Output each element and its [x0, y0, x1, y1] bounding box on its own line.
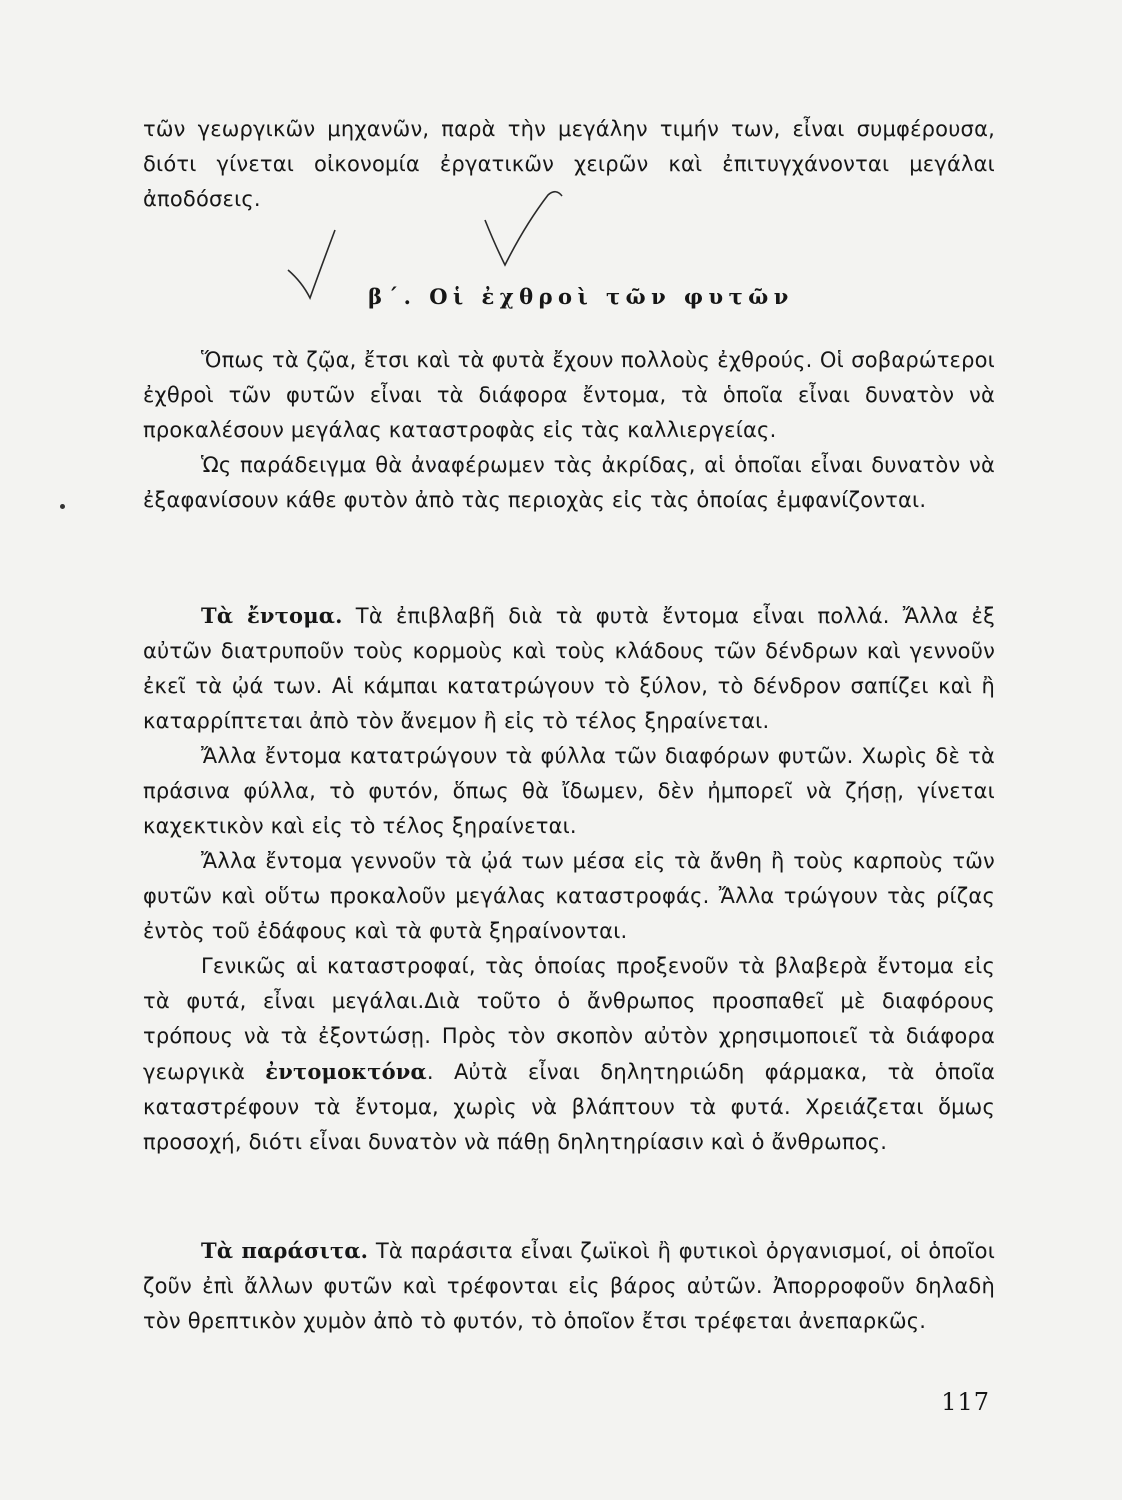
insects-section — [143, 598, 995, 1160]
section-heading: β΄. Οἱ ἐχθροὶ τῶν φυτῶν — [368, 284, 794, 309]
top-paragraph: τῶν γεωργικῶν μηχανῶν, παρὰ τὴν μεγάλην τιμήν των, εἶναι συμφέρουσα, διότι γίνεται οἰκονομία ἐργατικῶν χειρῶν καὶ ἐπιτυγχάνονται μεγάλαι ἀποδόσεις. — [143, 117, 995, 211]
insecticides-term: ἐντομοκτόνα — [265, 1059, 427, 1084]
enemies-paragraph-1: Ὅπως τὰ ζῷα, ἔτσι καὶ τὰ φυτὰ ἔχουν πολλοὺς ἐχθρούς. Οἱ σοβαρώτεροι ἐχθροὶ τῶν φυτῶν εἶναι τὰ διάφορα ἔντομα, τὰ ὁποῖα εἶναι δυνατὸν νὰ προκαλέσουν μεγάλας καταστροφὰς εἰς τὰς καλλιεργείας. — [143, 348, 995, 442]
insects-intro-paragraph — [143, 598, 995, 739]
enemies-section — [143, 343, 995, 518]
insects-title: Τὰ ἔντομα. — [201, 603, 343, 628]
enemies-paragraph-2: Ὡς παράδειγμα θὰ ἀναφέρωμεν τὰς ἀκρίδας, αἱ ὁποῖαι εἶναι δυνατὸν νὰ ἐξαφανίσουν κάθε φυτὸν ἀπὸ τὰς περιοχὰς εἰς τὰς ὁποίας ἐμφανίζονται. — [143, 453, 995, 512]
insects-paragraph-3: Ἄλλα ἔντομα γεννοῦν τὰ ᾠά των μέσα εἰς τὰ ἄνθη ἢ τοὺς καρποὺς τῶν φυτῶν καὶ οὕτω προκαλοῦν μεγάλας καταστροφάς. Ἄλλα τρώγουν τὰς ρίζας ἐντὸς τοῦ ἐδάφους καὶ τὰ φυτὰ ξηραίνονται. — [143, 849, 995, 943]
margin-dot — [60, 504, 65, 509]
parasites-section — [143, 1233, 995, 1339]
parasites-text: Τὰ παράσιτα εἶναι ζωϊκοὶ ἢ φυτικοὶ ὀργανισμοί, οἱ ὁποῖοι ζοῦν ἐπὶ ἄλλων φυτῶν καὶ τρέφονται εἰς βάρος αὐτῶν. Ἀπορροφοῦν δηλαδὴ τὸν θρεπτικὸν χυμὸν ἀπὸ τὸ φυτόν, τὸ ὁποῖον ἔτσι τρέφεται ἀνεπαρκῶς. — [143, 1239, 995, 1333]
insects-paragraph-4-text-b: . Αὐτὰ εἶναι δηλητηριώδη φάρμακα, τὰ ὁποῖα καταστρέφουν τὰ ἔντομα, χωρὶς νὰ βλάπτουν τὰ φυτά. Χρειάζεται ὅμως προσοχή, διότι εἶναι δυνατὸν νὰ πάθῃ δηλητηρίασιν καὶ ὁ ἄνθρωπος. — [143, 1060, 995, 1154]
page-number: 117 — [941, 1388, 990, 1416]
insects-paragraph-2: Ἄλλα ἔντομα κατατρώγουν τὰ φύλλα τῶν διαφόρων φυτῶν. Χωρὶς δὲ τὰ πράσινα φύλλα, τὸ φυτόν, ὅπως θὰ ἴδωμεν, δὲν ἠμπορεῖ νὰ ζήσῃ, γίνεται καχεκτικὸν καὶ εἰς τὸ τέλος ξηραίνεται. — [143, 744, 995, 838]
insects-paragraph-4 — [143, 949, 995, 1160]
insects-intro-text: Τὰ ἐπιβλαβῆ διὰ τὰ φυτὰ ἔντομα εἶναι πολλά. Ἄλλα ἐξ αὐτῶν διατρυποῦν τοὺς κορμοὺς καὶ τοὺς κλάδους τῶν δένδρων καὶ γεννοῦν ἐκεῖ τὰ ᾠά των. Αἱ κάμπαι κατατρώγουν τὸ ξύλον, τὸ δένδρον σαπίζει καὶ ἢ καταρρίπτεται ἀπὸ τὸν ἄνεμον ἢ εἰς τὸ τέλος ξηραίνεται. — [143, 604, 995, 733]
parasites-paragraph — [143, 1233, 995, 1339]
parasites-title: Τὰ παράσιτα. — [201, 1238, 369, 1263]
insects-paragraph-4-text-a: Γενικῶς αἱ καταστροφαί, τὰς ὁποίας προξενοῦν τὰ βλαβερὰ ἔντομα εἰς τὰ φυτά, εἶναι μεγάλαι.Διὰ τοῦτο ὁ ἄνθρωπος προσπαθεῖ μὲ διαφόρους τρόπους νὰ τὰ ἐξοντώσῃ. Πρὸς τὸν σκοπὸν αὐτὸν χρησιμοποιεῖ τὰ διάφορα γεωργικὰ — [143, 954, 995, 1084]
